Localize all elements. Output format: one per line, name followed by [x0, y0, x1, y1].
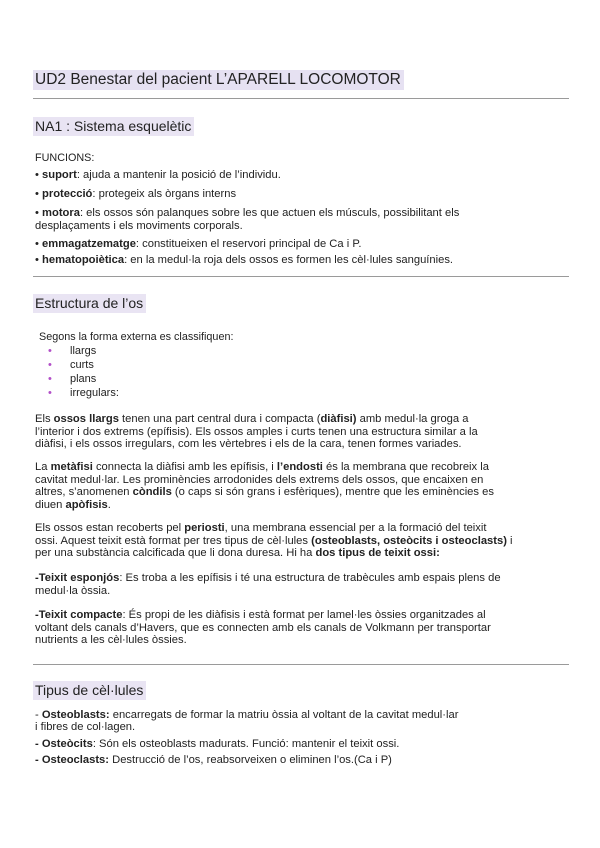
- bold-term: diàfisi): [320, 413, 357, 425]
- bold-term: - Osteoclasts:: [35, 754, 109, 766]
- cell-type-item: - Osteòcits: Són els osteoblasts madurats. Funció: mantenir el teixit ossi.: [35, 738, 400, 750]
- funcions-label: FUNCIONS:: [35, 152, 95, 164]
- paragraph-line: ossi. Aquest teixit està format per tres tipus de cèl·lules (osteoblasts, osteòcits i osteoclasts) i: [35, 534, 513, 547]
- bullet-icon: •: [48, 345, 52, 357]
- bold-term: apòfisis: [65, 498, 108, 511]
- paragraph-line: nutrients a les cèl·lules òssies.: [35, 634, 187, 646]
- paragraph-line: l’interior i dos extrems (epífisis). Els ossos amples i curts tenen una estructura similar a la: [35, 425, 478, 438]
- bold-term: ossos llargs: [53, 413, 119, 425]
- bold-term: - Osteòcits: [35, 738, 93, 750]
- divider: [33, 98, 569, 99]
- funcio-item: • hematopoiètica: en la medul·la roja dels ossos es formen les cèl·lules sanguínies.: [35, 254, 454, 266]
- bold-term: periosti: [184, 522, 225, 534]
- funcio-item: • suport: ajuda a mantenir la posició de l’individu.: [35, 169, 281, 181]
- funcio-item: • emmagatzematge: constitueixen el reservori principal de Ca i P.: [35, 238, 362, 250]
- paragraph-line: medul·la òssia.: [35, 584, 111, 597]
- bold-term: còndils: [132, 486, 172, 498]
- divider: [33, 664, 569, 665]
- bold-term: hematopoiètica: [42, 254, 125, 266]
- paragraph-line: per una substància calcificada que li dona duresa. Hi ha dos tipus de teixit ossi:: [35, 547, 440, 559]
- bold-term: motora: [42, 207, 80, 219]
- paragraph-line: -Teixit esponjós: Es troba a les epífisis i té una estructura de trabècules amb espais plens de: [35, 572, 501, 584]
- bold-term: (osteoblasts, osteòcits i osteoclasts): [311, 534, 507, 547]
- bold-term: emmagatzematge: [42, 238, 136, 250]
- bullet-icon: •: [48, 387, 52, 399]
- shape-label: curts: [70, 359, 94, 371]
- document-title: UD2 Benestar del pacient L’APARELL LOCOMOTOR: [33, 70, 404, 90]
- shape-item: [48, 359, 94, 372]
- cell-type-item: i fibres de col·lagen.: [35, 721, 136, 733]
- bold-term: -Teixit esponjós: [35, 572, 120, 584]
- shape-label: llargs: [70, 345, 97, 357]
- paragraph-line: cavitat medul·lar. Les prominències arrodonides dels extrems dels ossos, que encaixen en: [35, 473, 484, 486]
- bold-term: l’endosti: [276, 461, 323, 473]
- paragraph-line: -Teixit compacte: És propi de les diàfisis i està format per lamel·les òssies organitzades al: [35, 609, 486, 621]
- section-heading-sistema: NA1 : Sistema esquelètic: [33, 117, 194, 136]
- shape-item: [48, 387, 119, 400]
- cell-type-item: - Osteoclasts: Destrucció de l’os, reabsorveixen o eliminen l’os.(Ca i P): [35, 754, 392, 766]
- paragraph-line: altres, s’anomenen còndils (o caps si són grans i esfèriques), mentre que les eminències es: [35, 486, 494, 498]
- bold-term: -Teixit compacte: [35, 609, 123, 621]
- paragraph-line: Els ossos estan recoberts pel periosti, una membrana essencial per a la formació del teixit: [35, 522, 487, 534]
- bold-term: metàfisi: [50, 461, 93, 473]
- divider: [33, 276, 569, 277]
- bold-term: Osteoblasts:: [41, 709, 110, 721]
- bullet-icon: •: [48, 359, 52, 371]
- paragraph-line: diàfisi, i els ossos irregulars, com les vèrtebres i els de la cara, tenen formes variades.: [35, 438, 462, 450]
- funcio-item: • protecció: protegeix als òrgans interns: [35, 188, 237, 200]
- bold-term: suport: [42, 169, 77, 181]
- paragraph-line: diuen apòfisis.: [35, 498, 111, 511]
- shape-label: plans: [70, 373, 97, 385]
- shape-label: irregulars:: [70, 387, 119, 399]
- paragraph-line: La metàfisi connecta la diàfisi amb les epífisis, i l’endosti és la membrana que recobreix la: [35, 461, 489, 473]
- paragraph-line: Els ossos llargs tenen una part central dura i compacta (diàfisi) amb medul·la groga a: [35, 413, 469, 425]
- section-heading-estructura: Estructura de l’os: [33, 294, 146, 313]
- bullet-icon: •: [48, 373, 52, 385]
- shape-item: [48, 345, 96, 358]
- funcio-item: • motora: els ossos són palanques sobre les que actuen els músculs, possibilitant els: [35, 207, 460, 219]
- cell-type-item: - Osteoblasts: encarregats de formar la matriu òssia al voltant de la cavitat medul·lar: [35, 709, 459, 721]
- classification-label: Segons la forma externa es classifiquen:: [39, 331, 234, 343]
- paragraph-line: voltant dels canals d’Havers, que es connecten amb els canals de Volkmann per transportar: [35, 621, 491, 634]
- shape-item: [48, 373, 96, 386]
- bold-term: dos tipus de teixit ossi:: [315, 547, 440, 559]
- funcio-item: desplaçaments i els moviments corporals.: [35, 220, 243, 232]
- bold-term: protecció: [42, 188, 93, 200]
- section-heading-cellules: Tipus de cèl·lules: [33, 681, 146, 700]
